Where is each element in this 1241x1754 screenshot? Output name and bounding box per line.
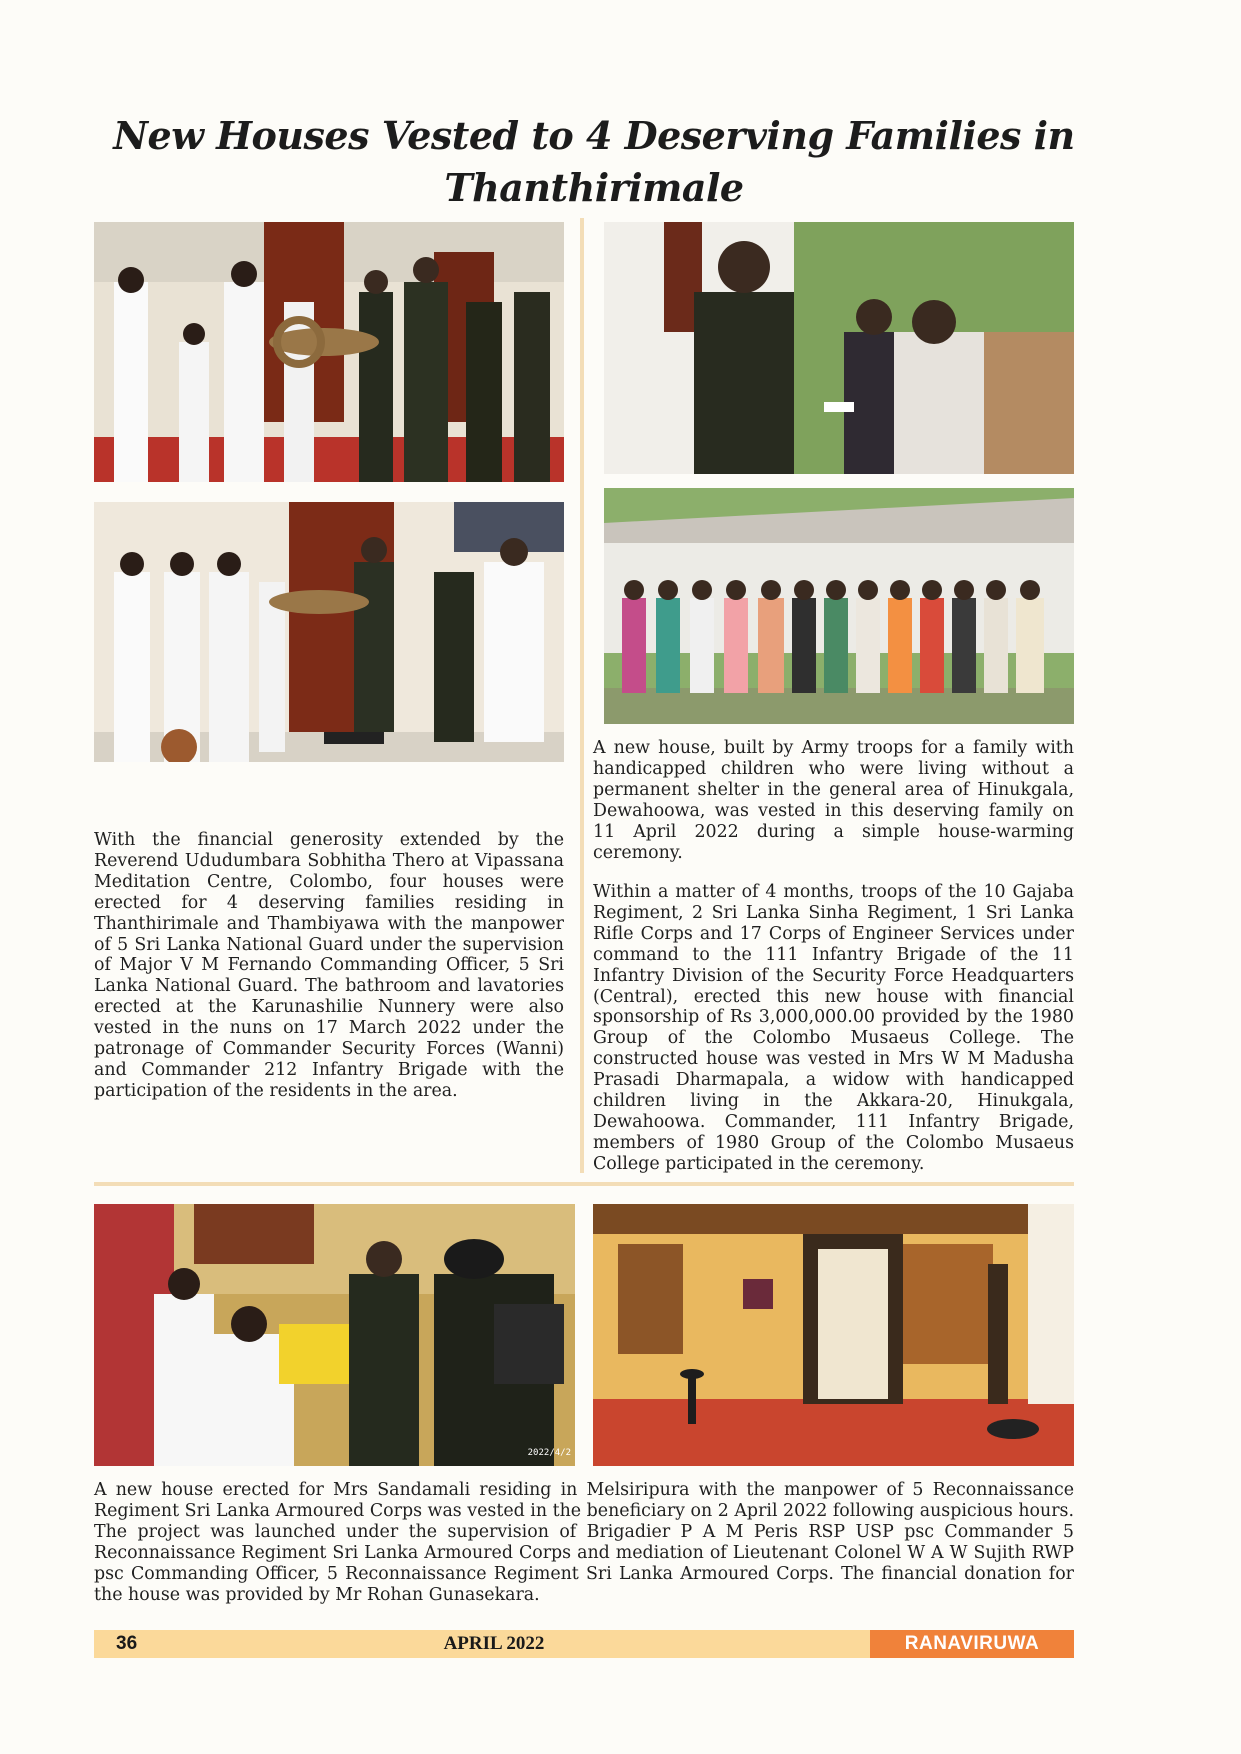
photo-officer-handing-document <box>604 222 1074 474</box>
article-hinukgala-detail: Within a matter of 4 months, troops of the 10 Gajaba Regiment, 2 Sri Lanka Sinha Regiment, 1 Sri Lanka Rifle Corps and 17 Corps of Engineer Services under command to the 111 Infantry Brigade of the 11 Infantry Division of the Security Force Headquarters (Central), erected this new house with financial sponsorship of Rs 3,000,000.00 provided by the 1980 Group of the Colombo Musaeus College. The constructed house was vested in Mrs W M Madusha Prasadi Dharmapala, a widow with handicapped children living in the Akkara-20, Hinukgala, Dewahoowa. Commander, 111 Infantry Brigade, members of 1980 Group of the Colombo Musaeus College participated in the ceremony. <box>593 882 1074 1174</box>
column-divider <box>580 218 584 1173</box>
page-number: 36 <box>116 1633 138 1654</box>
article-thanthirimale: With the financial generosity extended by the Reverend Ududumbara Sobhitha Thero at Vipassana Meditation Centre, Colombo, four houses were erected for 4 deserving families residing in Thanthirimale and Thambiyawa with the manpower of 5 Sri Lanka National Guard under the supervision of Major V M Fernando Commanding Officer, 5 Sri Lanka National Guard. The bathroom and lavatories erected at the Karunashilie Nunnery were also vested in the nuns on 17 March 2022 under the patronage of Commander Security Forces (Wanni) and Commander 212 Infantry Brigade with the participation of the residents in the area. <box>94 830 564 1101</box>
photo-group-in-front-of-house <box>604 488 1074 724</box>
photo-melsiripura-handover <box>94 1204 575 1466</box>
publication-name: RANAVIRUWA <box>870 1630 1074 1658</box>
photo-date-stamp: 2022/4/2 <box>527 1448 571 1458</box>
article-title <box>94 110 1094 214</box>
photo-key-handover-second-family <box>94 502 564 762</box>
title-line-1: New Houses Vested to 4 Deserving Families in <box>113 113 1075 158</box>
article-melsiripura: A new house erected for Mrs Sandamali residing in Melsiripura with the manpower of 5 Reconnaissance Regiment Sri Lanka Armoured Corps was vested in the beneficiary on 2 April 2022 following auspicious hours. The project was launched under the supervision of Brigadier P A M Peris RSP USP psc Commander 5 Reconnaissance Regiment Sri Lanka Armoured Corps and mediation of Lieutenant Colonel W A W Sujith RWP psc Commanding Officer, 5 Reconnaissance Regiment Sri Lanka Armoured Corps. The financial donation for the house was provided by Mr Rohan Gunasekara. <box>94 1480 1074 1605</box>
photo-new-house-veranda <box>593 1204 1074 1466</box>
page-footer <box>94 1630 1074 1658</box>
photo-key-handover-doorway <box>94 222 564 482</box>
section-divider <box>94 1182 1074 1186</box>
article-hinukgala-intro: A new house, built by Army troops for a family with handicapped children who were living without a permanent shelter in the general area of Hinukgala, Dewahoowa, was vested in this deserving family on 11 April 2022 during a simple house-warming ceremony. <box>593 738 1074 863</box>
issue-date: APRIL 2022 <box>443 1633 545 1654</box>
title-line-2: Thanthirimale <box>444 165 744 210</box>
